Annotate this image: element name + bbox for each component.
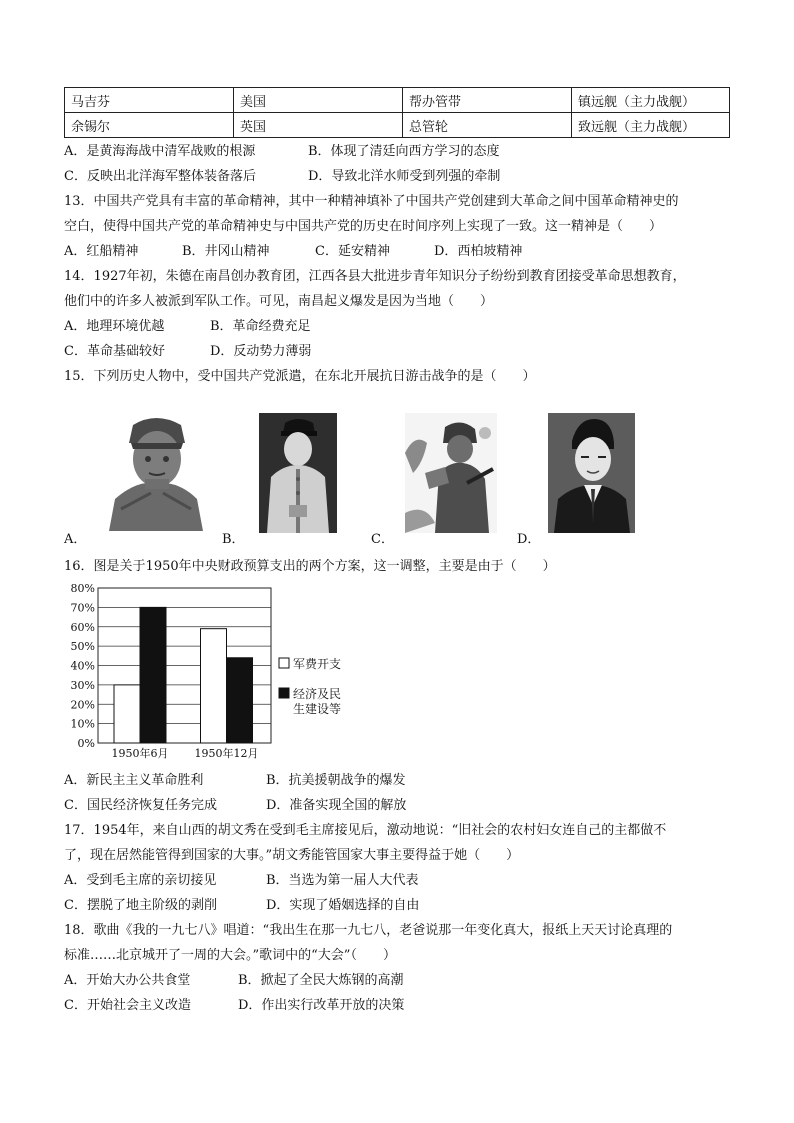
q17-option-d: D．实现了婚姻选择的自由 — [266, 898, 420, 913]
q16-option-d: D．准备实现全国的解放 — [266, 798, 407, 813]
bar-economy — [140, 607, 166, 743]
q14-option-a: A．地理环境优越 — [64, 319, 165, 334]
y-tick-label: 0% — [77, 737, 95, 750]
q12-option-d: D．导致北洋水师受到列强的牵制 — [308, 169, 501, 184]
q17-option-b: B．当选为第一届人大代表 — [266, 873, 419, 888]
officer-table — [64, 87, 730, 138]
photo-b-officer — [259, 413, 337, 533]
table-cell: 总管轮 — [403, 113, 572, 138]
budget-chart — [64, 582, 364, 762]
photo-c-soldier — [405, 413, 497, 533]
q12-option-c: C．反映出北洋海军整体装备落后 — [64, 169, 256, 184]
y-tick-label: 40% — [70, 659, 95, 673]
q13-option-b: B．井冈山精神 — [182, 244, 270, 259]
q15-option-d-label: D． — [517, 532, 541, 547]
y-tick-label: 20% — [70, 698, 95, 712]
q16-stem: 16．图是关于1950年中央财政预算支出的两个方案，这一调整，主要是由于（ ） — [64, 559, 556, 574]
q15-option-a-label: A． — [64, 532, 87, 547]
table-cell: 美国 — [234, 88, 403, 113]
y-tick-label: 60% — [70, 620, 95, 634]
q14-option-d: D．反动势力薄弱 — [210, 344, 312, 359]
q13-option-d: D．西柏坡精神 — [434, 244, 523, 259]
q12-option-b: B．体现了清廷向西方学习的态度 — [308, 144, 500, 159]
table-cell: 马吉芬 — [65, 88, 234, 113]
table-cell: 致远舰（主力战舰） — [572, 113, 730, 138]
q13-option-a: A．红船精神 — [64, 244, 139, 259]
photo-d-portrait — [548, 413, 635, 533]
q18-option-b: B．掀起了全民大炼钢的高潮 — [238, 973, 404, 988]
bar-economy — [227, 658, 253, 743]
q17-stem-line1: 17．1954年，来自山西的胡文秀在受到毛主席接见后，激动地说：“旧社会的农村妇女连自己的主都做不 — [64, 823, 667, 838]
q15-stem: 15．下列历史人物中，受中国共产党派遣，在东北开展抗日游击战争的是（ ） — [64, 369, 536, 384]
legend-swatch — [279, 658, 289, 668]
q18-option-c: C．开始社会主义改造 — [64, 998, 191, 1013]
q17-option-c: C．摆脱了地主阶级的剥削 — [64, 898, 217, 913]
y-tick-label: 80% — [70, 582, 95, 595]
legend-swatch — [279, 688, 289, 698]
q13-stem-line1: 13．中国共产党具有丰富的革命精神，其中一种精神填补了中国共产党创建到大革命之间中国革命精神史的 — [64, 194, 679, 209]
q12-option-a: A．是黄海海战中清军战败的根源 — [64, 144, 256, 159]
q16-option-b: B．抗美援朝战争的爆发 — [266, 773, 406, 788]
table-cell: 镇远舰（主力战舰） — [572, 88, 730, 113]
q16-option-c: C．国民经济恢复任务完成 — [64, 798, 217, 813]
bar-military — [114, 685, 140, 743]
q16-option-a: A．新民主主义革命胜利 — [64, 773, 204, 788]
q17-stem-line2: 了，现在居然能管得到国家的大事。”胡文秀能管国家大事主要得益于她（ ） — [64, 848, 520, 863]
legend-label: 军费开支 — [293, 657, 342, 671]
x-tick-label: 1950年12月 — [194, 747, 259, 760]
q13-option-c: C．延安精神 — [315, 244, 390, 259]
q15-option-c-label: C． — [371, 532, 394, 547]
photo-a-statue — [101, 413, 211, 533]
x-tick-label: 1950年6月 — [111, 747, 169, 760]
table-row — [65, 88, 730, 113]
q14-option-b: B．革命经费充足 — [210, 319, 311, 334]
q18-option-a: A．开始大办公共食堂 — [64, 973, 191, 988]
y-tick-label: 10% — [70, 717, 95, 731]
q18-stem-line2: 标准……北京城开了一周的大会。”歌词中的“大会”（ ） — [64, 948, 396, 963]
legend-label: 生建设等 — [293, 702, 342, 716]
q14-stem-line1: 14．1927年初，朱德在南昌创办教育团，江西各县大批进步青年知识分子纷纷到教育团接受革命思想教育， — [64, 269, 686, 284]
q18-option-d: D．作出实行改革开放的决策 — [238, 998, 405, 1013]
q14-stem-line2: 他们中的许多人被派到军队工作。可见，南昌起义爆发是因为当地（ ） — [64, 294, 494, 309]
q13-stem-line2: 空白，使得中国共产党的革命精神史与中国共产党的历史在时间序列上实现了一致。这一精神是（ ） — [64, 219, 663, 234]
table-cell: 帮办管带 — [403, 88, 572, 113]
y-tick-label: 70% — [70, 601, 95, 615]
bar-military — [201, 629, 227, 743]
q14-option-c: C．革命基础较好 — [64, 344, 165, 359]
q15-option-b-label: B． — [222, 532, 245, 547]
q17-option-a: A．受到毛主席的亲切接见 — [64, 873, 217, 888]
table-row — [65, 113, 730, 138]
table-cell: 英国 — [234, 113, 403, 138]
y-tick-label: 30% — [70, 678, 95, 692]
y-tick-label: 50% — [70, 640, 95, 654]
table-cell: 余锡尔 — [65, 113, 234, 138]
q18-stem-line1: 18．歌曲《我的一九七八》唱道：“我出生在那一九七八，老爸说那一年变化真大，报纸上天天讨论真理的 — [64, 923, 673, 938]
legend-label: 经济及民 — [293, 687, 342, 701]
